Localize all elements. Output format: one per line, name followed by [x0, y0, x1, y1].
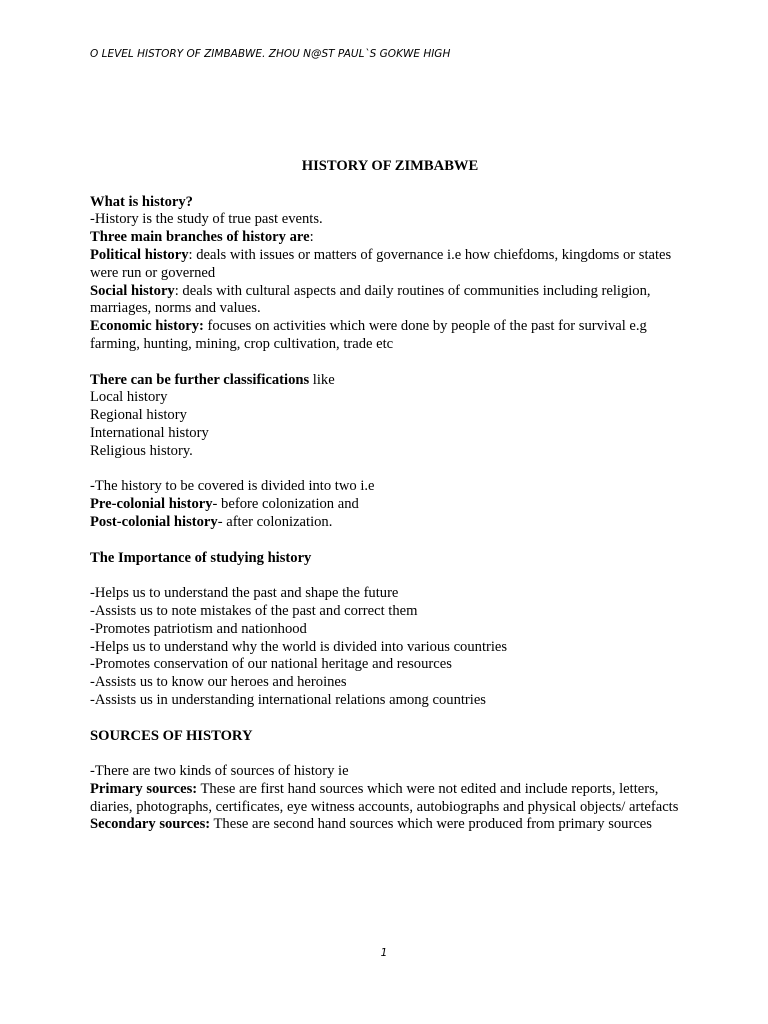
spacer [90, 745, 690, 763]
classifications-heading [90, 372, 690, 390]
document-body [90, 158, 690, 834]
sources-heading-text: SOURCES OF HISTORY [90, 727, 253, 744]
political-history-text: : deals with issues or matters of governance i.e how chiefdoms, kingdoms or states were run or governed [90, 246, 672, 281]
importance-heading-text: The Importance of studying history [90, 549, 312, 566]
secondary-sources-text: These are second hand sources which were produced from primary sources [210, 816, 652, 833]
importance-item: -Promotes conservation of our national heritage and resources [90, 656, 452, 673]
division-intro: -The history to be covered is divided into two i.e [90, 478, 375, 495]
importance-item: -Helps us to understand the past and shape the future [90, 585, 399, 602]
economic-history-text: focuses on activities which were done by people of the past for survival e.g farming, hunting, mining, crop cultivation, trade etc [90, 318, 647, 352]
classification-item: Religious history. [90, 442, 193, 459]
importance-item: -Helps us to understand why the world is divided into various countries [90, 638, 508, 655]
primary-sources-paragraph [90, 781, 690, 817]
post-colonial-term: Post-colonial history [90, 513, 218, 530]
pre-colonial-paragraph [90, 496, 690, 514]
importance-item: -Assists us in understanding international relations among countries [90, 691, 486, 708]
social-history-paragraph [90, 283, 690, 319]
political-history-paragraph [90, 247, 690, 283]
pre-colonial-term: Pre-colonial history [90, 496, 213, 513]
classifications-heading-suffix: like [309, 371, 335, 388]
political-history-term: Political history [90, 246, 189, 263]
importance-item: -Assists us to know our heroes and heroines [90, 674, 347, 691]
classifications-heading-text: There can be further classifications [90, 371, 310, 388]
secondary-sources-paragraph [90, 816, 690, 834]
document-title: HISTORY OF ZIMBABWE [301, 158, 479, 174]
primary-sources-text: These are first hand sources which were not edited and include reports, letters, diaries, photographs, certificates, eye witness accounts, autobiographs and physical objects/ artefacts [90, 780, 679, 815]
secondary-sources-term: Secondary sources: [90, 816, 211, 833]
spacer [90, 710, 690, 728]
spacer [90, 532, 690, 550]
branches-heading-colon: : [309, 229, 314, 246]
branches-heading-text: Three main branches of history are [90, 229, 310, 246]
economic-history-paragraph [90, 318, 690, 354]
economic-history-term: Economic history: [90, 318, 204, 335]
importance-heading [90, 550, 690, 568]
social-history-text: : deals with cultural aspects and daily routines of communities including religion, marriages, norms and values. [90, 282, 651, 317]
post-colonial-paragraph [90, 514, 690, 532]
spacer [90, 567, 690, 585]
what-is-heading-text: What is history? [90, 193, 193, 210]
page-header: O LEVEL HISTORY OF ZIMBABWE. ZHOU N@ST PAUL`S GOKWE HIGH [90, 48, 451, 60]
spacer [90, 461, 690, 479]
importance-item: -Assists us to note mistakes of the past and correct them [90, 602, 418, 619]
branches-heading [90, 229, 690, 247]
history-definition: -History is the study of true past events. [90, 211, 323, 228]
classification-item: International history [90, 424, 209, 441]
classification-item: Regional history [90, 407, 187, 424]
classification-item: Local history [90, 389, 168, 406]
what-is-heading [90, 194, 690, 212]
spacer [90, 354, 690, 372]
primary-sources-term: Primary sources: [90, 780, 198, 797]
sources-heading [90, 728, 690, 746]
page-number: 1 [380, 947, 388, 959]
social-history-term: Social history [90, 282, 175, 299]
sources-intro: -There are two kinds of sources of history ie [90, 763, 349, 780]
pre-colonial-text: - before colonization and [212, 496, 359, 513]
importance-item: -Promotes patriotism and nationhood [90, 620, 307, 637]
post-colonial-text: - after colonization. [217, 513, 333, 530]
